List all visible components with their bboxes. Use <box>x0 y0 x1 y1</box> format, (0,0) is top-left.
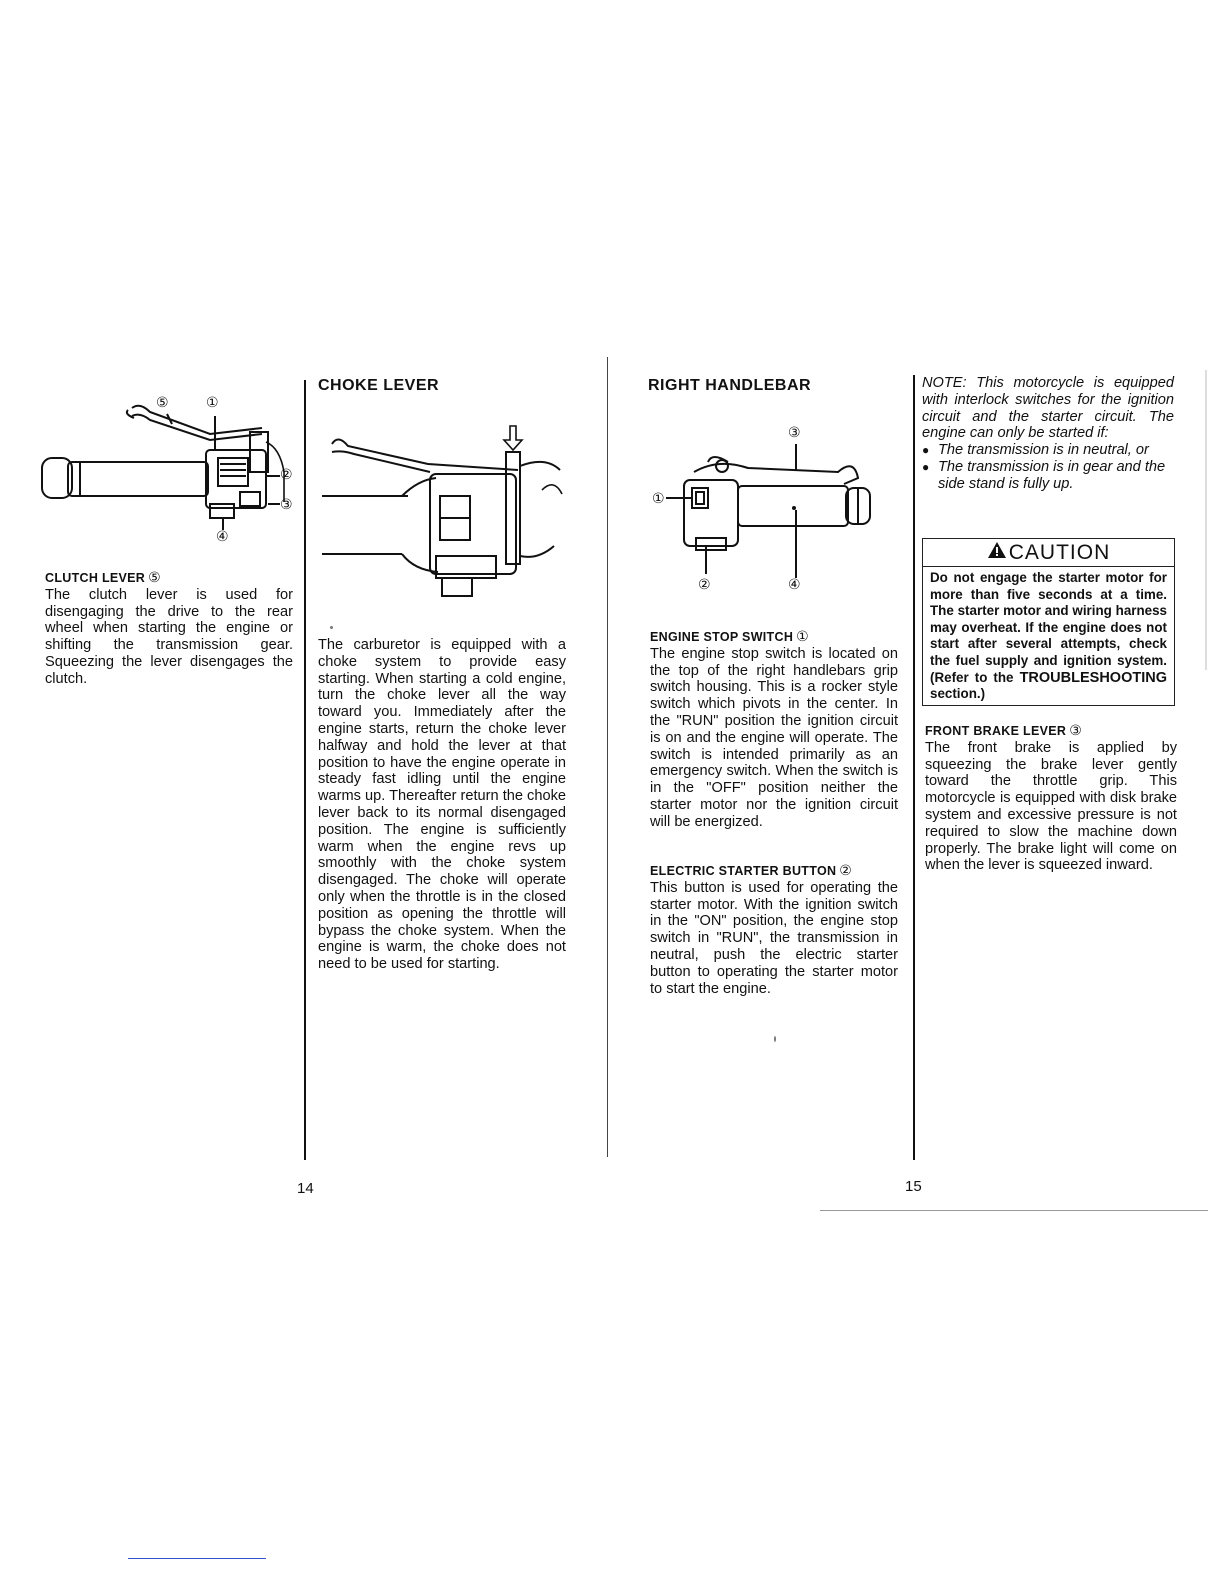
page-gutter <box>607 357 608 1157</box>
engine-stop-heading <box>650 628 898 646</box>
caution-tail: section.) <box>930 686 986 702</box>
choke-heading: CHOKE LEVER <box>318 377 440 394</box>
column-divider-right-page <box>913 375 915 1160</box>
choke-lever-illustration <box>318 420 568 605</box>
starter-heading-text: ELECTRIC STARTER BUTTON <box>650 864 837 878</box>
note-section <box>922 375 1174 493</box>
handlebar-callout-4: ④ <box>788 576 801 592</box>
right-handlebar-illustration <box>648 422 898 597</box>
handlebar-heading-block <box>648 378 898 395</box>
caution-title-text: CAUTION <box>1008 541 1111 564</box>
clutch-callout-5: ⑤ <box>156 394 169 410</box>
clutch-heading <box>45 569 293 587</box>
engine-stop-heading-text: ENGINE STOP SWITCH <box>650 630 794 644</box>
note-bullet <box>922 442 1174 459</box>
handlebar-callout-3: ③ <box>788 424 801 440</box>
caution-emphasis: TROUBLESHOOTING <box>1019 669 1167 686</box>
clutch-lever-drawing <box>40 392 300 552</box>
bottom-scan-edge <box>820 1210 1208 1211</box>
right-handlebar-drawing <box>648 422 898 597</box>
starter-heading <box>650 862 898 880</box>
clutch-callout-1: ① <box>206 394 219 410</box>
scan-speck <box>1205 370 1207 670</box>
front-brake-heading-text: FRONT BRAKE LEVER <box>925 724 1067 738</box>
scan-speck <box>330 626 333 629</box>
bullet-dot-icon: ● <box>922 460 930 475</box>
starter-body: This button is used for operating the starter motor. With the ignition switch in the "ON" position, the engine stop switch in "RUN", the transmission in neutral, push the electric starter button to operating the starter motor to start the engine. <box>650 879 898 997</box>
page-number-14: 14 <box>297 1180 314 1197</box>
clutch-callout-3: ③ <box>280 496 293 512</box>
scan-speck <box>774 1036 776 1042</box>
caution-body: Do not engage the starter motor for more than five seconds at a time. The starter motor and wiring harness may overheat. If the engine does not start after several attempts, check the fuel supply and ignition system. (Refer to the <box>930 570 1167 685</box>
front-brake-heading-marker: ③ <box>1069 722 1083 738</box>
column-divider-left-page <box>304 380 306 1160</box>
clutch-section <box>45 569 293 688</box>
bullet-dot-icon: ● <box>922 443 930 458</box>
note-text: NOTE: This motorcycle is equipped with interlock switches for the ignition circuit and the starter circuit. The engine can only be started if: <box>922 375 1174 442</box>
note-bullet-text: The transmission is in neutral, or <box>938 442 1149 459</box>
choke-body: The carburetor is equipped with a choke system to provide easy starting. When starting a cold engine, turn the choke lever all the way toward you. Immediately after the engine starts, return the choke lever halfway and hold the lever at that position to have the engine operate in steady fast idling until the engine warms up. Thereafter return the choke lever back to its normal disengaged position. The engine is sufficiently warm when the engine revs up smoothly with the choke system disengaged. The choke will operate only when the throttle is in the closed position as opening the throttle will bypass the choke system. When the engine is warm, the choke does not need to be used for starting. <box>318 637 566 973</box>
front-brake-heading <box>925 722 1177 740</box>
choke-lever-drawing <box>318 420 568 605</box>
warning-triangle-icon <box>987 540 1007 566</box>
front-brake-body: The front brake is applied by squeezing the brake lever gently toward the throttle grip. This motorcycle is equipped with disk brake system and excessive pressure is not required to slow the machine down properly. The brake light will come on when the lever is squeezed inward. <box>925 739 1177 874</box>
handlebar-heading: RIGHT HANDLEBAR <box>648 377 812 394</box>
bottom-link-underline <box>128 1558 266 1559</box>
page-number-15: 15 <box>905 1178 922 1195</box>
engine-stop-section <box>650 628 898 831</box>
starter-heading-marker: ② <box>839 862 853 878</box>
caution-title <box>923 539 1174 567</box>
clutch-heading-marker: ⑤ <box>148 569 161 585</box>
note-bullet <box>922 459 1174 493</box>
handlebar-callout-1: ① <box>652 490 665 506</box>
front-brake-section <box>925 722 1177 874</box>
clutch-callout-4: ④ <box>216 528 229 544</box>
caution-box <box>922 538 1175 706</box>
choke-heading-block <box>318 378 568 395</box>
engine-stop-heading-marker: ① <box>796 628 810 644</box>
note-bullet-text: The transmission is in gear and the side stand is fully up. <box>938 459 1166 492</box>
clutch-callout-2: ② <box>280 466 293 482</box>
clutch-body: The clutch lever is used for disengaging the drive to the rear wheel when starting the engine or shifting the transmission gear. Squeezing the lever disengages the clutch. <box>45 586 293 687</box>
choke-section <box>318 637 566 973</box>
caution-text <box>923 567 1174 707</box>
handlebar-callout-2: ② <box>698 576 711 592</box>
clutch-heading-text: CLUTCH LEVER <box>45 571 146 585</box>
starter-section <box>650 862 898 997</box>
clutch-lever-illustration <box>40 392 300 552</box>
engine-stop-body: The engine stop switch is located on the top of the right handlebars grip switch housing. This is a rocker style switch which pivots in the center. In the "RUN" position the ignition circuit is on and the engine will operate. The switch is intended primarily as an emergency switch. When the switch is in the "OFF" position neither the starter motor nor the ignition circuit will be energized. <box>650 645 898 830</box>
